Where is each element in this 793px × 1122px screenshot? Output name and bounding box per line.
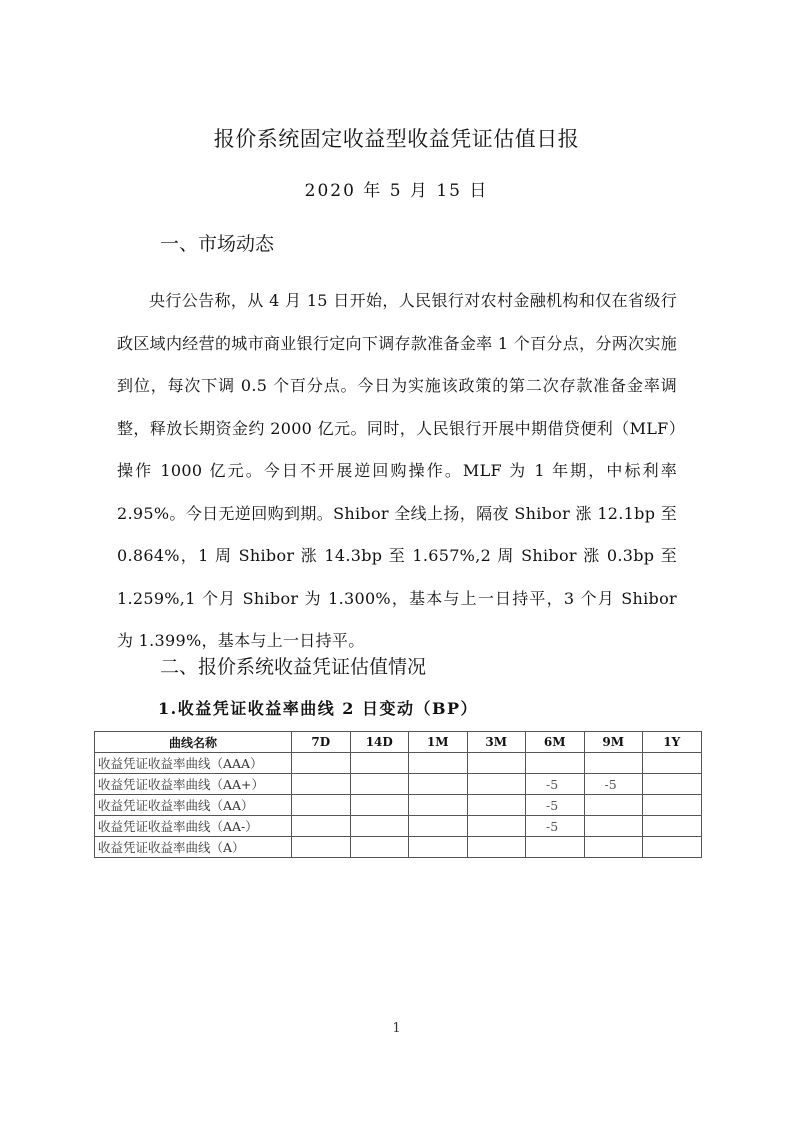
value-cell <box>526 753 585 774</box>
curve-name-cell: 收益凭证收益率曲线（AAA） <box>95 753 292 774</box>
value-cell <box>350 837 409 858</box>
value-cell <box>350 795 409 816</box>
value-cell <box>643 753 702 774</box>
value-cell <box>350 774 409 795</box>
value-cell: -5 <box>526 816 585 837</box>
value-cell <box>584 753 643 774</box>
curve-name-cell: 收益凭证收益率曲线（AA-） <box>95 816 292 837</box>
value-cell <box>467 837 526 858</box>
value-cell <box>409 837 468 858</box>
section-heading-valuation: 二、报价系统收益凭证估值情况 <box>160 656 427 678</box>
curve-name-cell: 收益凭证收益率曲线（AA） <box>95 795 292 816</box>
value-cell <box>643 816 702 837</box>
value-cell <box>643 837 702 858</box>
value-cell <box>584 795 643 816</box>
subsection-heading-curve-change: 1.收益凭证收益率曲线 2 日变动（BP） <box>158 699 479 718</box>
section-heading-market: 一、市场动态 <box>160 233 275 255</box>
value-cell <box>292 816 351 837</box>
column-header-9m: 9M <box>584 732 643 753</box>
column-header-14d: 14D <box>350 732 409 753</box>
value-cell <box>409 753 468 774</box>
value-cell <box>409 774 468 795</box>
column-header-1y: 1Y <box>643 732 702 753</box>
curve-name-cell: 收益凭证收益率曲线（A） <box>95 837 292 858</box>
market-paragraph: 央行公告称，从 4 月 15 日开始，人民银行对农村金融机构和仅在省级行政区域内经营的城市商业银行定向下调存款准备金率 1 个百分点，分两次实施到位，每次下调 0.5 个百分点。今日为实施该政策的第二次存款准备金率调整，释放长期资金约 2000 亿元。同时，人民银行开展中期借贷便利（MLF）操作 1000 亿元。今日不开展逆回购操作。MLF 为 1 年期，中标利率 2.95%。今日无逆回购到期。Shibor 全线上扬，隔夜 Shibor 涨 12.1bp 至 0.864%，1 周 Shibor 涨 14.3bp 至 1.657%,2 周 Shibor 涨 0.3bp 至 1.259%,1 个月 Shibor 为 1.300%，基本与上一日持平，3 个月 Shibor 为 1.399%，基本与上一日持平。 <box>117 291 677 650</box>
value-cell <box>292 837 351 858</box>
column-header-3m: 3M <box>467 732 526 753</box>
value-cell <box>526 837 585 858</box>
value-cell <box>409 795 468 816</box>
value-cell <box>467 816 526 837</box>
value-cell <box>643 774 702 795</box>
column-header-6m: 6M <box>526 732 585 753</box>
value-cell <box>467 795 526 816</box>
report-date: 2020 年 5 月 15 日 <box>304 181 489 201</box>
value-cell <box>467 753 526 774</box>
table-header-row <box>95 732 702 753</box>
value-cell <box>292 795 351 816</box>
page-number: 1 <box>392 1021 401 1036</box>
value-cell <box>584 816 643 837</box>
value-cell: -5 <box>526 774 585 795</box>
column-header-1m: 1M <box>409 732 468 753</box>
value-cell <box>643 795 702 816</box>
value-cell <box>467 774 526 795</box>
value-cell: -5 <box>584 774 643 795</box>
value-cell <box>409 816 468 837</box>
value-cell <box>350 816 409 837</box>
value-cell: -5 <box>526 795 585 816</box>
column-header-curve-name: 曲线名称 <box>95 732 292 753</box>
value-cell <box>292 774 351 795</box>
column-header-7d: 7D <box>292 732 351 753</box>
curve-name-cell: 收益凭证收益率曲线（AA+） <box>95 774 292 795</box>
curve-change-table <box>94 731 702 858</box>
value-cell <box>292 753 351 774</box>
value-cell <box>350 753 409 774</box>
value-cell <box>584 837 643 858</box>
report-title: 报价系统固定收益型收益凭证估值日报 <box>213 127 580 151</box>
table-row <box>95 816 702 837</box>
table-row <box>95 837 702 858</box>
table-row <box>95 774 702 795</box>
table-row <box>95 795 702 816</box>
table-row <box>95 753 702 774</box>
